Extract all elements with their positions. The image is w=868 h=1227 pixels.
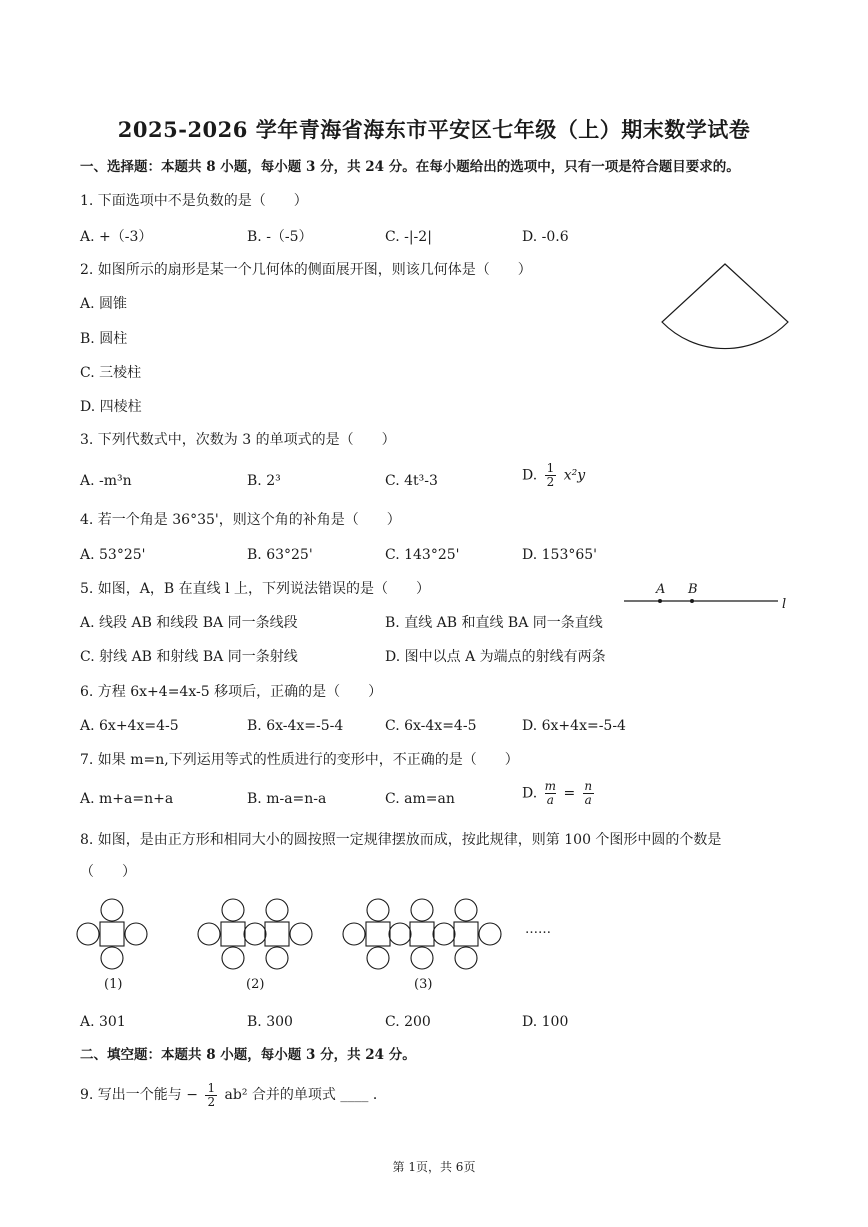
section-1-heading: 一、选择题：本题共 8 小题，每小题 3 分，共 24 分。在每小题给出的选项中，只有一项是符合题目要求的。 xyxy=(80,159,740,175)
pattern-figure-3 xyxy=(344,900,504,968)
figure-2-label: (2) xyxy=(246,977,265,992)
question-9-suffix: ． xyxy=(372,1087,387,1103)
question-1-option-d: D. -0.6 xyxy=(522,229,569,245)
fraction xyxy=(205,1082,217,1109)
answer-blank[interactable]: ____ xyxy=(340,1087,369,1103)
question-3-option-c: C. 4t³-3 xyxy=(385,473,438,489)
figure-1-label: (1) xyxy=(104,977,123,992)
question-7-option-d xyxy=(522,780,597,807)
question-2-option-d: D. 四棱柱 xyxy=(80,399,142,415)
question-8-option-d: D. 100 xyxy=(522,1014,569,1030)
question-6-option-d: D. 6x+4x=-5-4 xyxy=(522,718,626,734)
question-2-option-c: C. 三棱柱 xyxy=(80,365,142,381)
fraction-numerator: 1 xyxy=(207,1080,216,1095)
question-8-option-b: B. 300 xyxy=(247,1014,293,1030)
fraction xyxy=(545,462,557,489)
fraction-denominator: a xyxy=(584,793,592,807)
question-6-option-b: B. 6x-4x=-5-4 xyxy=(247,718,344,734)
option-label: D. xyxy=(522,467,538,484)
fraction-numerator: m xyxy=(544,779,557,793)
question-1-option-b: B. -（-5） xyxy=(247,229,313,245)
point-a-label: A xyxy=(656,582,666,597)
question-4-option-d: D. 153°65' xyxy=(522,547,598,563)
question-1-option-a: A. +（-3） xyxy=(80,229,153,245)
pattern-figure-1 xyxy=(78,900,148,968)
page-footer: 第 1页，共 6页 xyxy=(392,1160,476,1174)
question-9-prefix: 9. 写出一个能与 − xyxy=(80,1087,198,1103)
question-5-stem: 5. 如图，A，B 在直线 l 上，下列说法错误的是（ ） xyxy=(80,581,431,597)
question-9-middle: ab² 合并的单项式 xyxy=(224,1087,336,1103)
question-5-option-b: B. 直线 AB 和直线 BA 同一条直线 xyxy=(385,615,603,631)
question-6-option-a: A. 6x+4x=4-5 xyxy=(80,718,179,734)
question-4-stem: 4. 若一个角是 36°35'，则这个角的补角是（ ） xyxy=(80,512,401,528)
question-5-option-c: C. 射线 AB 和射线 BA 同一条射线 xyxy=(80,649,298,665)
section-2-heading: 二、填空题：本题共 8 小题，每小题 3 分，共 24 分。 xyxy=(80,1047,416,1063)
question-7-option-b: B. m-a=n-a xyxy=(247,791,327,807)
question-8-stem-continued: （ ） xyxy=(80,864,136,880)
page-title: 2025-2026 学年青海省海东市平安区七年级（上）期末数学试卷 xyxy=(117,117,751,142)
fraction-right xyxy=(583,780,594,807)
equals-sign: = xyxy=(563,785,576,802)
question-3-option-b: B. 2³ xyxy=(247,473,281,489)
question-7-stem: 7. 如果 m=n,下列运用等式的性质进行的变形中，不正确的是（ ） xyxy=(80,752,519,768)
question-3-option-a: A. -m³n xyxy=(80,473,132,489)
question-8-option-c: C. 200 xyxy=(385,1014,431,1030)
point-b-label: B xyxy=(688,582,698,597)
question-6-stem: 6. 方程 6x+4=4x-5 移项后，正确的是（ ） xyxy=(80,684,383,700)
ellipsis: …… xyxy=(525,922,551,937)
question-3-option-d xyxy=(522,462,585,489)
question-7-option-a: A. m+a=n+a xyxy=(80,791,174,807)
question-4-option-c: C. 143°25' xyxy=(385,547,460,563)
question-2-stem: 2. 如图所示的扇形是某一个几何体的侧面展开图，则该几何体是（ ） xyxy=(80,262,532,278)
sector-figure xyxy=(660,264,790,350)
question-2-option-b: B. 圆柱 xyxy=(80,331,128,347)
fraction-denominator: 2 xyxy=(207,1094,216,1109)
expression: x²y xyxy=(563,467,586,484)
question-1-option-c: C. -|-2| xyxy=(385,229,432,245)
question-2-option-a: A. 圆锥 xyxy=(80,296,128,312)
line-ab-figure xyxy=(622,584,792,612)
figure-3-label: (3) xyxy=(414,977,433,992)
pattern-figure-2 xyxy=(199,900,319,968)
fraction-numerator: n xyxy=(584,779,593,793)
question-4-option-b: B. 63°25' xyxy=(247,547,313,563)
option-label: D. xyxy=(522,785,538,802)
question-5-option-d: D. 图中以点 A 为端点的射线有两条 xyxy=(385,649,606,665)
question-5-option-a: A. 线段 AB 和线段 BA 同一条线段 xyxy=(80,615,298,631)
question-8-stem: 8. 如图，是由正方形和相同大小的圆按照一定规律摆放而成，按此规律，则第 100 个图形中圆的个数是 xyxy=(80,832,722,848)
fraction-left xyxy=(545,780,556,807)
fraction-numerator: 1 xyxy=(546,461,555,475)
question-9-stem xyxy=(80,1077,387,1113)
fraction-denominator: a xyxy=(545,793,556,807)
question-4-option-a: A. 53°25' xyxy=(80,547,146,563)
question-3-stem: 3. 下列代数式中，次数为 3 的单项式的是（ ） xyxy=(80,432,396,448)
question-1-stem: 1. 下面选项中不是负数的是（ ） xyxy=(80,193,308,209)
line-l-label: l xyxy=(782,597,787,612)
question-6-option-c: C. 6x-4x=4-5 xyxy=(385,718,477,734)
fraction-denominator: 2 xyxy=(546,475,555,489)
question-7-option-c: C. am=an xyxy=(385,791,455,807)
question-8-option-a: A. 301 xyxy=(80,1014,126,1030)
